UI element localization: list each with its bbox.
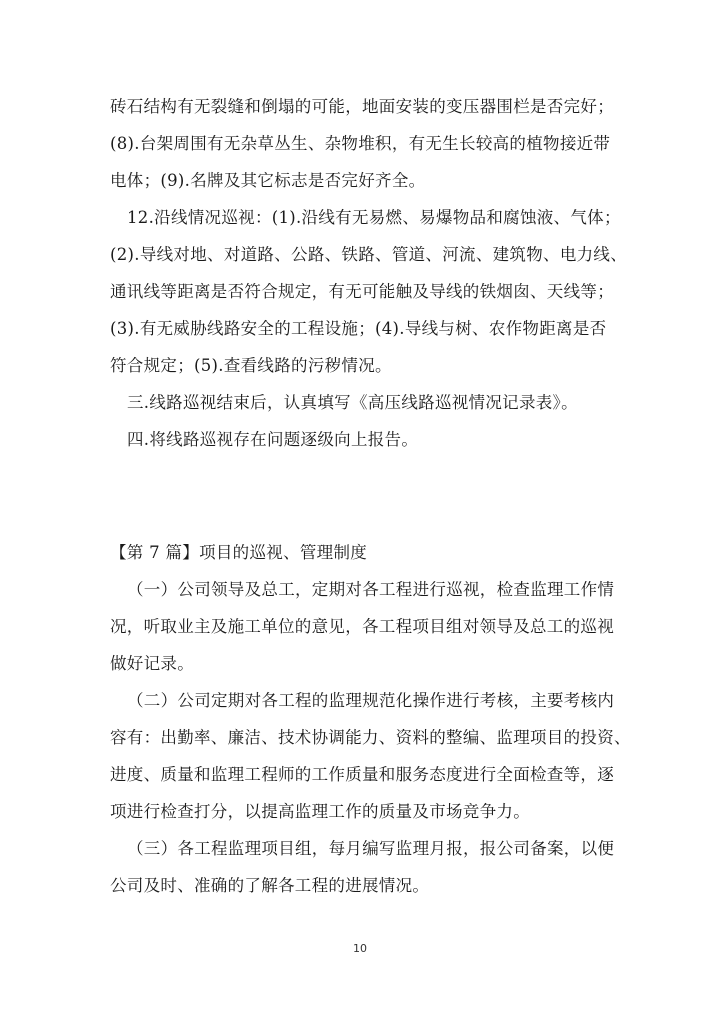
text-line-13: 况，听取业主及施工单位的意见，各工程项目组对领导及总工的巡视	[110, 617, 614, 636]
text-line-5: (2).导线对地、对道路、公路、铁路、管道、河流、建筑物、电力线、	[110, 245, 628, 264]
section-heading: 【第 7 篇】项目的巡视、管理制度	[110, 543, 368, 562]
text-line-10: 四.将线路巡视存在问题逐级向上报告。	[127, 430, 419, 449]
text-line-14: 做好记录。	[110, 654, 194, 673]
text-line-18: 项进行检查打分，以提高监理工作的质量及市场竞争力。	[110, 802, 530, 821]
page-number: 10	[353, 942, 367, 955]
text-line-6: 通讯线等距离是否符合规定，有无可能触及导线的铁烟囱、天线等；	[110, 282, 614, 301]
text-line-2: (8).台架周围有无杂草丛生、杂物堆积，有无生长较高的植物接近带	[110, 134, 611, 153]
text-line-17: 进度、质量和监理工程师的工作质量和服务态度进行全面检查等，逐	[110, 765, 614, 784]
text-line-20: 公司及时、准确的了解各工程的进展情况。	[110, 876, 430, 895]
text-line-7: (3).有无威胁线路安全的工程设施；(4).导线与树、农作物距离是否	[110, 319, 607, 338]
text-line-1: 砖石结构有无裂缝和倒塌的可能，地面安装的变压器围栏是否完好；	[110, 97, 614, 116]
text-line-3: 电体；(9).名牌及其它标志是否完好齐全。	[110, 171, 426, 190]
text-line-12: （一）公司领导及总工，定期对各工程进行巡视，检查监理工作情	[127, 580, 615, 599]
text-line-19: （三）各工程监理项目组，每月编写监理月报，报公司备案，以便	[127, 839, 615, 858]
text-line-16: 容有：出勤率、廉洁、技术协调能力、资料的整编、监理项目的投资、	[110, 728, 631, 747]
text-line-4: 12.沿线情况巡视：(1).沿线有无易燃、易爆物品和腐蚀液、气体；	[127, 208, 621, 227]
text-line-15: （二）公司定期对各工程的监理规范化操作进行考核，主要考核内	[127, 691, 615, 710]
text-line-8: 符合规定；(5).查看线路的污秽情况。	[110, 356, 392, 375]
text-line-9: 三.线路巡视结束后，认真填写《高压线路巡视情况记录表》。	[127, 393, 578, 412]
